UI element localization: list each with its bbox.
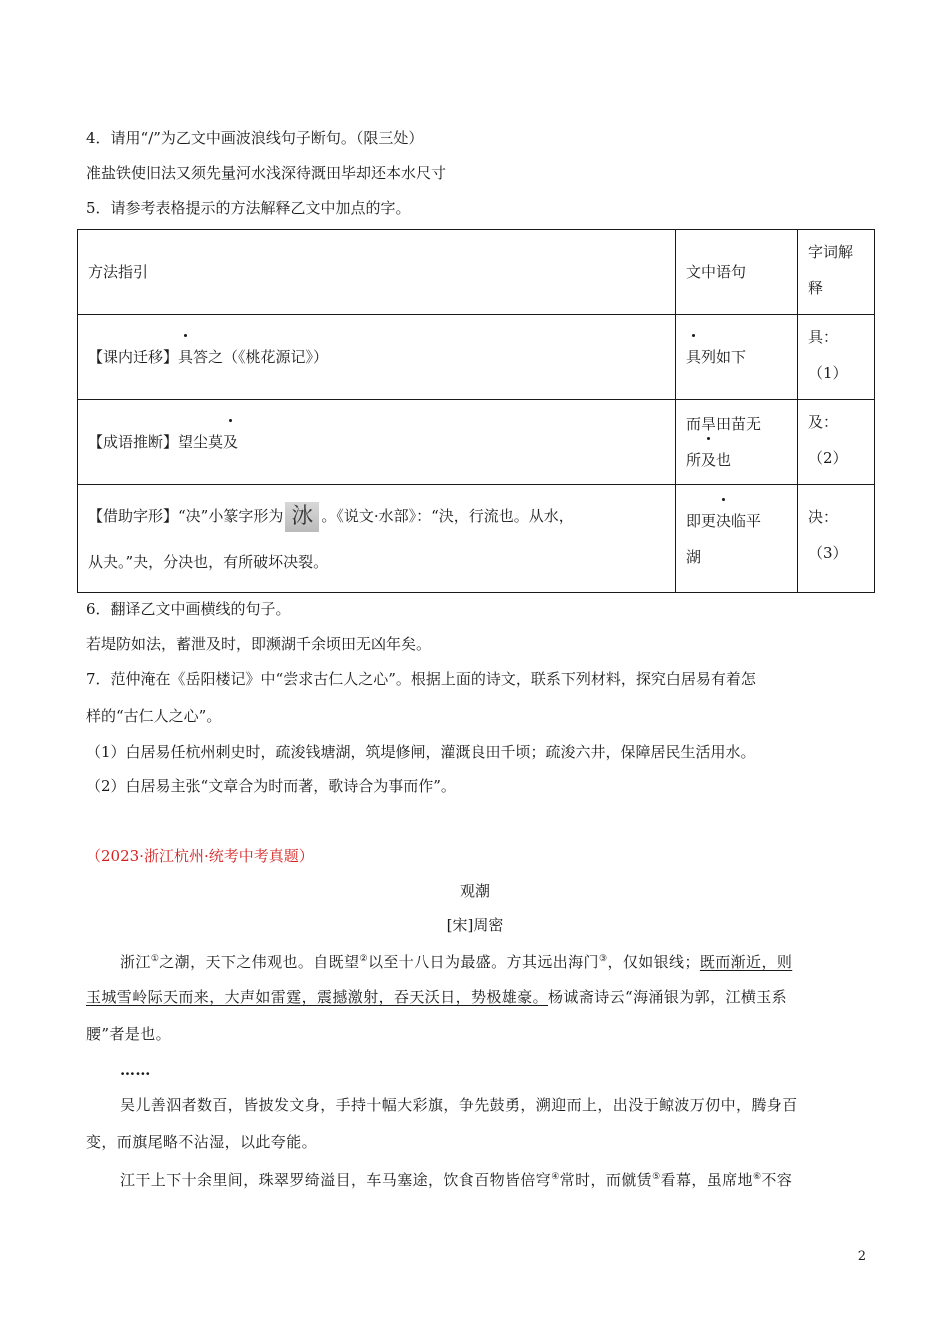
q7-item2: （2）白居易主张“文章合为时而著，歌诗合为事而作”。 (86, 777, 456, 795)
row3-method (78, 485, 676, 593)
row2-sentence-dotted: 及 (701, 442, 716, 478)
row1-meaning-label: 具： (808, 328, 839, 346)
row2-dotted-char: 及 (223, 424, 238, 460)
p1-seg-e: 杨诚斋诗云“海涌银为郭，江横玉系 (548, 988, 788, 1006)
row2-sentence-line2 (686, 442, 787, 478)
paragraph2-line1: 吴儿善泅者数百，皆披发文身，手持十幅大彩旗，争先鼓勇，溯迎而上，出没于鲸波万仞中，腾身百 (120, 1096, 798, 1114)
row2-method (78, 400, 676, 485)
row2-sentence-pre: 所 (686, 451, 702, 469)
q7-title-line1: 7．范仲淹在《岳阳楼记》中“尝求古仁人之心”。根据上面的诗文，联系下列材料，探究白居易有着怎 (86, 670, 756, 688)
paragraph1-line2 (86, 986, 787, 1008)
row1-method-text: 答之（《桃花源记》） (193, 348, 329, 366)
row3-method-line2: 从夬。”夬，分决也，有所破坏决裂。 (88, 552, 329, 571)
underlined-sentence-part2: 玉城雪岭际天而来，大声如雷霆，震撼激射，吞天沃日，势极雄豪。 (86, 988, 549, 1006)
q4-title: 4．请用“/”为乙文中画波浪线句子断句。（限三处） (86, 129, 424, 147)
header-sentence: 文中语句 (676, 230, 798, 315)
note-marker-2: ② (359, 954, 368, 964)
row1-answer-blank: （1） (808, 364, 848, 382)
table-row (78, 315, 875, 400)
row2-sentence-post: 也 (716, 451, 732, 469)
row1-dotted-char: 具 (178, 339, 193, 375)
q6-title: 6．翻译乙文中画横线的句子。 (86, 600, 291, 618)
p1-seg-a: 浙江 (120, 953, 151, 971)
row3-answer-blank: （3） (808, 544, 848, 562)
header-meaning-line2: 释 (808, 279, 824, 297)
paragraph1-line1 (120, 948, 792, 973)
row2-meaning (798, 400, 875, 485)
row3-method-tag: 【借助字形】“决”小篆字形为 (88, 506, 284, 525)
row1-meaning (798, 315, 875, 400)
text-title: 观潮 (459, 882, 490, 900)
row3-method-quote: 。《说文·水部》：“決，行流也。从水， (321, 506, 574, 525)
p1-seg-c: 以至十八日为最盛。方其远出海门 (367, 953, 599, 971)
row1-method (78, 315, 676, 400)
p3-seg-c: 看幕，虽席地 (660, 1171, 753, 1189)
row3-meaning (798, 485, 875, 593)
row3-sentence-dotted: 决 (716, 503, 731, 539)
row2-meaning-label: 及： (808, 413, 839, 431)
ellipsis: …… (120, 1061, 151, 1079)
row2-method-text: 【成语推断】望尘莫 (88, 433, 224, 451)
source-tag: （2023·浙江杭州·统考中考真题） (86, 847, 314, 865)
text-author: [宋]周密 (446, 916, 504, 934)
header-meaning (798, 230, 875, 315)
p3-seg-a: 江干上下十余里间，珠翠罗绮溢目，车马塞途，饮食百物皆倍穹 (120, 1171, 552, 1189)
q4-sentence: 准盐铁使旧法又须先量河水浅深待溉田毕却还本水尺寸 (86, 164, 447, 182)
note-marker-4: ④ (551, 1172, 560, 1182)
row3-method-line1 (88, 493, 665, 539)
header-meaning-line1: 字词解 (808, 243, 854, 261)
q7-title-line2: 样的“古仁人之心”。 (86, 707, 222, 725)
paragraph1-line3: 腰”者是也。 (86, 1025, 172, 1043)
header-method: 方法指引 (78, 230, 676, 315)
seal-script-image (285, 502, 319, 532)
row3-sentence-line2: 湖 (686, 547, 702, 566)
note-marker-6: ⑥ (752, 1172, 762, 1182)
seal-script-glyph: 𣲙 (291, 503, 314, 529)
p3-seg-d: 不容 (761, 1171, 793, 1189)
row2-sentence-line1: 而旱田苗无 (686, 415, 762, 433)
paragraph3-line1 (120, 1166, 792, 1191)
q6-sentence: 若堤防如法，蓄泄及时，即濒湖千余顷田无凶年矣。 (86, 635, 432, 653)
row3-sentence-post: 临平 (731, 511, 762, 530)
method-table (77, 229, 875, 593)
row1-method-tag: 【课内迁移】 (88, 348, 179, 366)
table-row (78, 400, 875, 485)
table-header-row (78, 230, 875, 315)
p3-seg-b: 常时，而僦赁 (559, 1171, 653, 1189)
paragraph2-line2: 变，而旗尾略不沾湿，以此夸能。 (86, 1133, 318, 1151)
row3-meaning-label: 决： (808, 508, 839, 526)
row3-sentence-line1 (686, 503, 787, 539)
row2-answer-blank: （2） (808, 449, 848, 467)
row3-sentence (676, 485, 798, 593)
note-marker-3: ③ (598, 954, 608, 964)
page-number: 2 (857, 1249, 866, 1264)
p1-seg-d: ，仅如银线； (607, 953, 700, 971)
row2-sentence (676, 400, 798, 485)
row1-sentence-text: 列如下 (701, 348, 747, 366)
row3-sentence-pre: 即更 (686, 511, 717, 530)
q7-item1: （1）白居易任杭州刺史时，疏浚钱塘湖，筑堤修闸，灌溉良田千顷；疏浚六井，保障居民生活用水。 (86, 743, 756, 761)
underlined-sentence-part1: 既而渐近，则 (699, 953, 793, 971)
row1-sentence-dotted: 具 (686, 339, 701, 375)
table-row (78, 485, 875, 593)
row1-sentence (676, 315, 798, 400)
p1-seg-b: 之潮，天下之伟观也。自既望 (159, 953, 360, 971)
q5-title: 5．请参考表格提示的方法解释乙文中加点的字。 (86, 199, 411, 217)
note-marker-5: ⑤ (652, 1172, 661, 1182)
note-marker-1: ① (150, 954, 160, 964)
